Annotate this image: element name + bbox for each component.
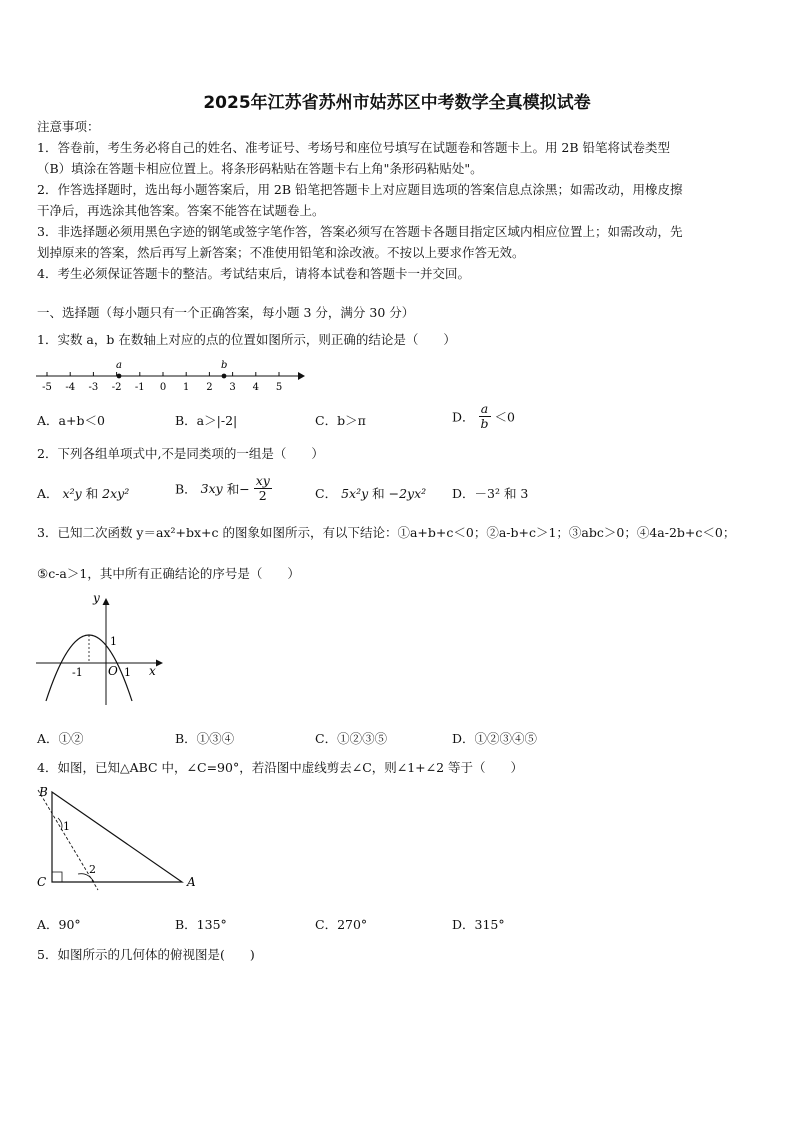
number-line-tick-label: 1 <box>183 382 190 393</box>
number-line-tick-label: 2 <box>206 382 213 393</box>
number-line-arrow <box>298 372 305 380</box>
q5-stem: 5．如图所示的几何体的俯视图是( ) <box>37 947 255 962</box>
q1-option-d-denominator: b <box>480 416 489 431</box>
q4-option-b[interactable]: B．135° <box>175 917 227 932</box>
vertex-b-label: B <box>39 785 48 799</box>
q2-option-b-fraction <box>254 474 272 503</box>
q2-option-a-term-2: 2xy² <box>102 486 130 501</box>
q2-option-c-label: C． <box>315 486 338 501</box>
graph-x-1-label: 1 <box>124 666 131 679</box>
q1-option-c[interactable]: C．b＞π <box>315 413 366 428</box>
number-line-tick-label: -5 <box>42 382 52 393</box>
page-title: 2025年江苏省苏州市姑苏区中考数学全真模拟试卷 <box>203 93 591 113</box>
q4-option-a[interactable]: A．90° <box>37 917 81 932</box>
notice-line-1: 1．答卷前，考生务必将自己的姓名、准考证号、考场号和座位号填写在试题卷和答题卡上。用 2B 铅笔将试卷类型 <box>37 140 671 155</box>
notice-line-7: 4．考生必须保证答题卡的整洁。考试结束后，请将本试卷和答题卡一并交回。 <box>37 266 470 281</box>
q2-option-b[interactable] <box>175 474 272 503</box>
q1-option-d[interactable] <box>452 402 515 431</box>
graph-x-label: x <box>149 664 156 678</box>
q1-stem: 1．实数 a，b 在数轴上对应的点的位置如图所示，则正确的结论是（ ） <box>37 332 456 347</box>
q1-option-b[interactable]: B．a＞|-2| <box>175 413 238 428</box>
q2-option-a[interactable] <box>37 484 129 502</box>
graph-origin-label: O <box>108 664 118 678</box>
number-line-tick-label: 5 <box>275 382 283 393</box>
q4-triangle-figure <box>32 782 207 894</box>
graph-x-minus-1-label: -1 <box>72 666 83 679</box>
point-b-marker <box>222 374 227 379</box>
notice-line-5: 3．非选择题必须用黑色字迹的钢笔或签字笔作答，答案必须写在答题卡各题目指定区域内相应位置上；如需改动，先 <box>37 224 683 239</box>
number-line-tick-label: -3 <box>88 382 99 393</box>
q1-option-a[interactable]: A．a+b＜0 <box>37 413 105 428</box>
q1-option-d-label: D． <box>452 409 475 425</box>
q1-option-d-tail: ＜0 <box>494 409 515 425</box>
right-angle-mark <box>52 872 62 882</box>
q1-number-line <box>30 355 305 395</box>
number-line-tick-label: -1 <box>134 382 145 393</box>
q2-option-a-label: A． <box>37 486 59 501</box>
q2-option-b-denominator: 2 <box>258 488 267 503</box>
q2-option-c-term-2: −2yx² <box>388 486 427 501</box>
q4-stem: 4．如图，已知△ABC 中，∠C=90°，若沿图中虚线剪去∠C，则∠1+∠2 等于（ ） <box>37 760 524 775</box>
graph-y-label: y <box>93 595 100 605</box>
q4-option-c[interactable]: C．270° <box>315 917 368 932</box>
q3-option-b[interactable]: B．①③④ <box>175 731 235 746</box>
q3-stem-line-1: 3．已知二次函数 y＝ax²+bx+c 的图象如图所示，有以下结论：①a+b+c＜0；②a-b+c＞1；③abc＞0；④4a-2b+c＜0； <box>37 525 736 540</box>
q2-option-d[interactable]: D．－3² 和 3 <box>452 486 529 501</box>
number-line-tick-label: 4 <box>252 382 259 393</box>
angle-2-label: 2 <box>89 863 96 876</box>
q2-option-b-and: 和− <box>226 481 250 497</box>
q2-option-c[interactable] <box>315 484 426 502</box>
q2-option-a-term-1: x²y <box>62 486 82 501</box>
q3-option-d[interactable]: D．①②③④⑤ <box>452 731 538 746</box>
point-a-label: a <box>116 360 122 371</box>
triangle-abc <box>52 792 182 882</box>
number-line-tick-label: 3 <box>229 382 236 393</box>
notice-line-6: 划掉原来的答案，然后再写上新答案；不准使用铅笔和涂改液。不按以上要求作答无效。 <box>37 245 525 260</box>
vertex-a-label: A <box>187 875 196 889</box>
q3-option-a[interactable]: A．①② <box>37 731 84 746</box>
q2-stem: 2．下列各组单项式中,不是同类项的一组是（ ） <box>37 446 324 461</box>
q2-option-b-term-1: 3xy <box>200 481 223 496</box>
number-line-tick-label: 0 <box>159 382 167 393</box>
graph-x-arrow <box>156 660 163 667</box>
notice-line-2: （B）填涂在答题卡相应位置上。将条形码粘贴在答题卡右上角"条形码粘贴处"。 <box>37 161 483 176</box>
q2-option-c-term-1: 5x²y <box>341 486 369 501</box>
angle-1-label: 1 <box>63 820 70 833</box>
q1-option-d-numerator: a <box>479 402 491 417</box>
number-line-tick-label: -2 <box>111 382 122 393</box>
q2-option-b-numerator: xy <box>255 473 270 488</box>
notice-heading: 注意事项： <box>37 119 100 134</box>
q2-option-b-label: B． <box>175 481 197 497</box>
point-b-label: b <box>221 360 228 371</box>
notice-line-4: 干净后，再选涂其他答案。答案不能答在试题卷上。 <box>37 203 325 218</box>
angle-1-arc <box>58 818 62 830</box>
graph-y-arrow <box>103 598 110 605</box>
q2-option-a-and: 和 <box>85 486 99 501</box>
number-line-tick-label: -4 <box>65 382 76 393</box>
q3-stem-line-2: ⑤c-a＞1，其中所有正确结论的序号是（ ） <box>37 566 300 581</box>
section-heading: 一、选择题（每小题只有一个正确答案，每小题 3 分，满分 30 分） <box>37 305 415 320</box>
q4-option-d[interactable]: D．315° <box>452 917 505 932</box>
point-a-marker <box>117 374 122 379</box>
vertex-c-label: C <box>37 875 47 889</box>
notice-line-3: 2．作答选择题时，选出每小题答案后，用 2B 铅笔把答题卡上对应题目选项的答案信息点涂黑；如需改动，用橡皮擦 <box>37 182 683 197</box>
q1-option-d-fraction <box>479 402 491 431</box>
q3-option-c[interactable]: C．①②③⑤ <box>315 731 388 746</box>
q2-option-c-and: 和 <box>372 486 385 501</box>
graph-y-1-label: 1 <box>110 635 117 648</box>
q3-parabola-graph <box>36 595 166 707</box>
